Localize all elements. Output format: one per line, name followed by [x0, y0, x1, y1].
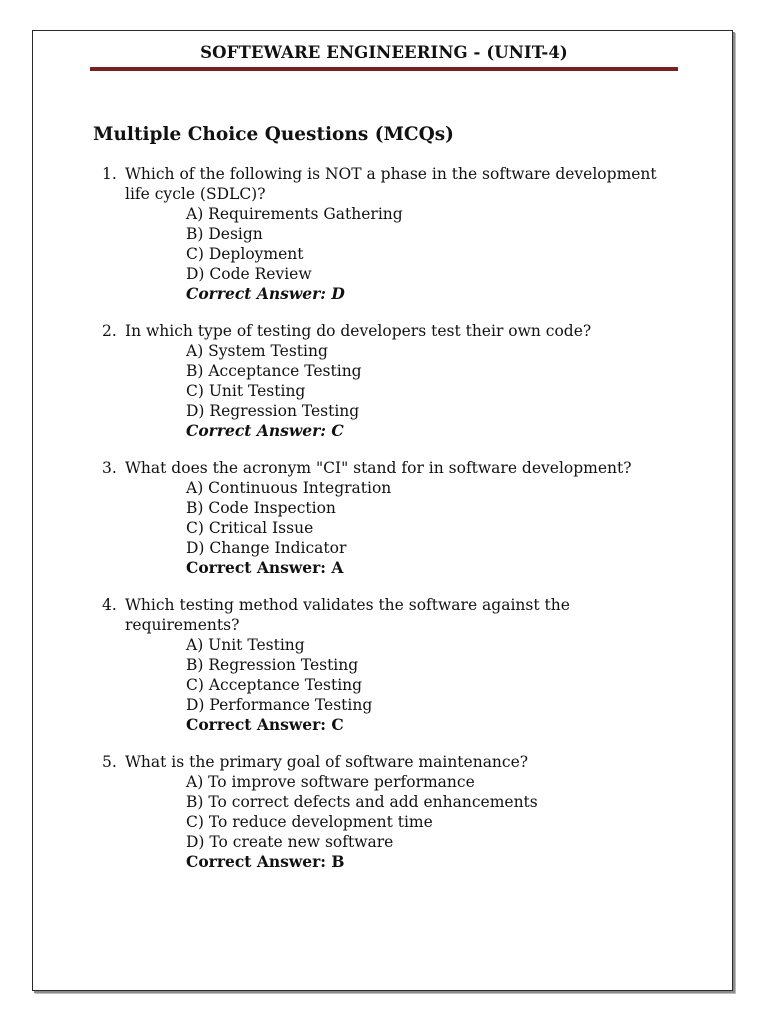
option-c: C) Acceptance Testing — [186, 676, 363, 694]
option-list — [186, 341, 768, 421]
header-divider — [90, 67, 678, 71]
option-d: D) Code Review — [186, 265, 312, 283]
question-number: 1. — [102, 165, 117, 183]
option-b: B) Code Inspection — [186, 499, 336, 517]
question-number: 3. — [102, 459, 117, 477]
option-a: A) Unit Testing — [186, 636, 305, 654]
correct-answer: Correct Answer: A — [186, 558, 344, 577]
section-heading: Multiple Choice Questions (MCQs) — [93, 124, 454, 145]
option-list — [186, 772, 768, 852]
question-item-5 — [0, 752, 768, 872]
document-header-title: SOFTEWARE ENGINEERING - (UNIT-4) — [200, 43, 568, 62]
question-list — [0, 164, 768, 889]
question-text: What does the acronym "CI" stand for in software development? — [125, 459, 632, 477]
option-d: D) To create new software — [186, 833, 394, 851]
option-list — [186, 635, 768, 715]
correct-answer: Correct Answer: C — [186, 421, 344, 440]
question-item-4 — [0, 595, 768, 735]
option-c: C) Critical Issue — [186, 519, 314, 537]
question-number: 2. — [102, 322, 117, 340]
option-d: D) Change Indicator — [186, 539, 347, 557]
option-c: C) To reduce development time — [186, 813, 433, 831]
question-text: Which of the following is NOT a phase in the software development life cycle (SDLC)? — [125, 165, 657, 203]
option-list — [186, 204, 768, 284]
option-b: B) Acceptance Testing — [186, 362, 362, 380]
option-a: A) Continuous Integration — [186, 479, 392, 497]
correct-answer: Correct Answer: B — [186, 852, 345, 871]
question-item-1 — [0, 164, 768, 304]
option-a: A) System Testing — [186, 342, 328, 360]
question-text: What is the primary goal of software maintenance? — [125, 753, 529, 771]
question-text: Which testing method validates the software against the requirements? — [125, 596, 570, 634]
correct-answer: Correct Answer: D — [186, 284, 345, 303]
option-c: C) Unit Testing — [186, 382, 306, 400]
question-number: 4. — [102, 596, 117, 614]
option-d: D) Performance Testing — [186, 696, 373, 714]
option-a: A) Requirements Gathering — [186, 205, 403, 223]
option-list — [186, 478, 768, 558]
question-item-2 — [0, 321, 768, 441]
question-number: 5. — [102, 753, 117, 771]
option-d: D) Regression Testing — [186, 402, 360, 420]
option-b: B) Design — [186, 225, 263, 243]
option-b: B) To correct defects and add enhancements — [186, 793, 538, 811]
question-item-3 — [0, 458, 768, 578]
option-a: A) To improve software performance — [186, 773, 475, 791]
correct-answer: Correct Answer: C — [186, 715, 344, 734]
question-text: In which type of testing do developers test their own code? — [125, 322, 592, 340]
option-c: C) Deployment — [186, 245, 304, 263]
option-b: B) Regression Testing — [186, 656, 359, 674]
